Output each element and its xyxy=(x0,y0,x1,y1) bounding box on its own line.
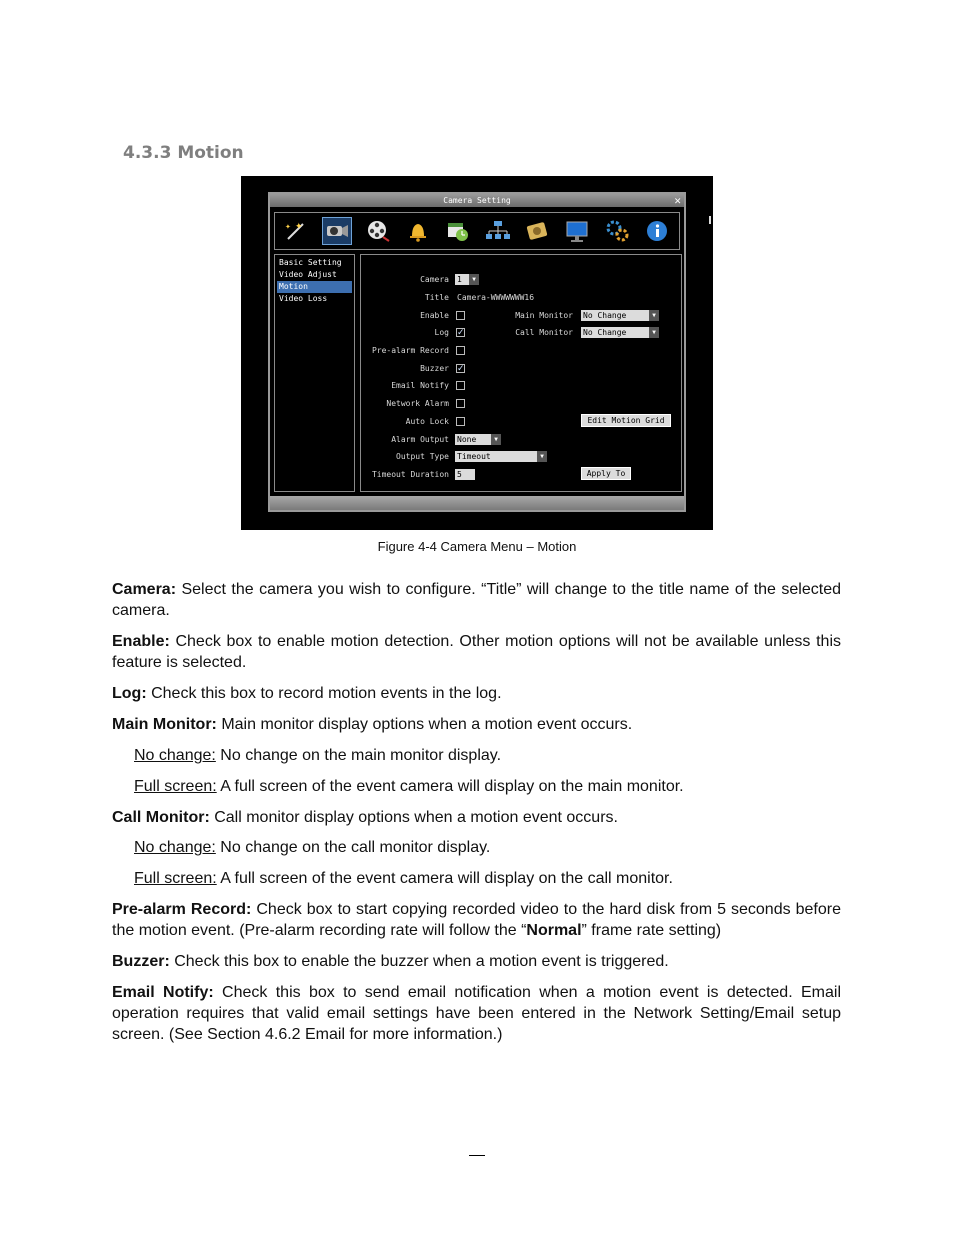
enable-description: Enable: Check box to enable motion detection. Other motion options will not be available unless this feature is selected. xyxy=(112,633,841,671)
film-reel-icon[interactable] xyxy=(363,217,393,245)
auto-lock-checkbox[interactable] xyxy=(456,417,465,426)
main-monitor-label: Main Monitor xyxy=(515,311,573,320)
close-icon[interactable]: ✕ xyxy=(674,194,681,207)
enable-checkbox[interactable] xyxy=(456,311,465,320)
settings-menu xyxy=(274,254,355,492)
bell-icon[interactable] xyxy=(403,217,433,245)
alarm-output-select[interactable]: None ▼ xyxy=(455,434,501,445)
window-titlebar xyxy=(270,194,684,207)
menu-item-motion[interactable]: Motion xyxy=(277,281,352,293)
network-icon[interactable] xyxy=(483,217,513,245)
window-title: Camera Setting xyxy=(443,196,511,205)
prealarm-description: Pre-alarm Record: Check box to start copying recorded video to the hard disk from 5 seconds before the motion event. (Pre-alarm recording rate will follow the “Normal” frame rate setting) xyxy=(112,901,842,939)
window-statusbar xyxy=(270,496,684,510)
network-alarm-label: Network Alarm xyxy=(386,399,449,408)
call-monitor-select[interactable]: No Change ▼ xyxy=(581,327,659,338)
menu-item-video-loss[interactable]: Video Loss xyxy=(279,294,328,303)
main-monitor-select[interactable]: No Change ▼ xyxy=(581,310,659,321)
output-type-select[interactable]: Timeout ▼ xyxy=(455,451,547,462)
monitor-icon[interactable] xyxy=(563,217,593,245)
network-alarm-checkbox[interactable] xyxy=(456,399,465,408)
log-label: Log xyxy=(434,328,449,337)
email-notify-checkbox[interactable] xyxy=(456,381,465,390)
figure-caption: Figure 4-4 Camera Menu – Motion xyxy=(377,539,577,554)
call-monitor-label: Call Monitor xyxy=(515,328,573,337)
auto-lock-label: Auto Lock xyxy=(405,417,449,426)
camera-select[interactable]: 1 ▼ xyxy=(455,274,479,285)
camera-label: Camera xyxy=(420,275,449,284)
camera-setting-screenshot xyxy=(241,176,713,530)
svg-text:✦: ✦ xyxy=(295,221,303,231)
title-label: Title xyxy=(424,293,449,302)
prealarm-label: Pre-alarm Record xyxy=(371,346,449,355)
buzzer-label: Buzzer xyxy=(420,364,449,373)
section-heading: 4.3.3 Motion xyxy=(123,143,244,163)
page-number-rule xyxy=(469,1155,485,1156)
schedule-icon[interactable] xyxy=(443,217,473,245)
buzzer-checkbox[interactable]: ✓ xyxy=(457,363,465,373)
main-full-screen-description: Full screen: A full screen of the event camera will display on the main monitor. xyxy=(134,778,684,795)
motion-settings-panel xyxy=(360,254,682,492)
menu-item-video-adjust[interactable]: Video Adjust xyxy=(279,270,337,279)
svg-text:✦: ✦ xyxy=(285,224,291,231)
timeout-duration-label: Timeout Duration xyxy=(371,470,449,479)
camera-description: Camera: Select the camera you wish to configure. “Title” will change to the title name of the selected camera. xyxy=(112,581,841,619)
main-no-change-description: No change: No change on the main monitor display. xyxy=(134,747,502,764)
call-full-screen-description: Full screen: A full screen of the event camera will display on the call monitor. xyxy=(134,870,673,887)
wand-icon[interactable] xyxy=(281,217,311,245)
output-type-label: Output Type xyxy=(396,452,449,461)
call-no-change-description: No change: No change on the call monitor display. xyxy=(134,839,491,856)
email-notify-description: Email Notify: Check this box to send email notification when a motion event is detected. Email operation requires that valid email settings have been entered in the Network Setting/Email setup screen. (See Section 4.6.2 Email for more information.) xyxy=(112,984,841,1043)
info-icon[interactable] xyxy=(643,217,673,245)
enable-label: Enable xyxy=(420,311,449,320)
camera-setting-window xyxy=(268,192,686,512)
title-value: Camera-WWWWWWW16 xyxy=(457,293,535,302)
alarm-output-label: Alarm Output xyxy=(391,435,449,444)
camera-icon[interactable] xyxy=(322,217,352,245)
log-checkbox[interactable]: ✓ xyxy=(457,327,465,337)
log-description: Log: Check this box to record motion events in the log. xyxy=(112,685,502,702)
call-monitor-description: Call Monitor: Call monitor display options when a motion event occurs. xyxy=(112,809,618,826)
prealarm-checkbox[interactable] xyxy=(456,346,465,355)
menu-item-basic-setting[interactable]: Basic Setting xyxy=(279,258,342,267)
timeout-duration-field[interactable]: 5 xyxy=(455,469,475,480)
figure-edge-mark xyxy=(709,216,711,224)
gears-icon[interactable] xyxy=(603,217,633,245)
edit-motion-grid-button[interactable]: Edit Motion Grid xyxy=(581,414,671,427)
toolbar xyxy=(274,212,680,250)
email-notify-label: Email Notify xyxy=(391,381,449,390)
disk-icon[interactable] xyxy=(523,217,553,245)
apply-to-button[interactable]: Apply To xyxy=(581,467,631,480)
main-monitor-description: Main Monitor: Main monitor display options when a motion event occurs. xyxy=(112,716,633,733)
buzzer-description: Buzzer: Check this box to enable the buzzer when a motion event is triggered. xyxy=(112,953,669,970)
